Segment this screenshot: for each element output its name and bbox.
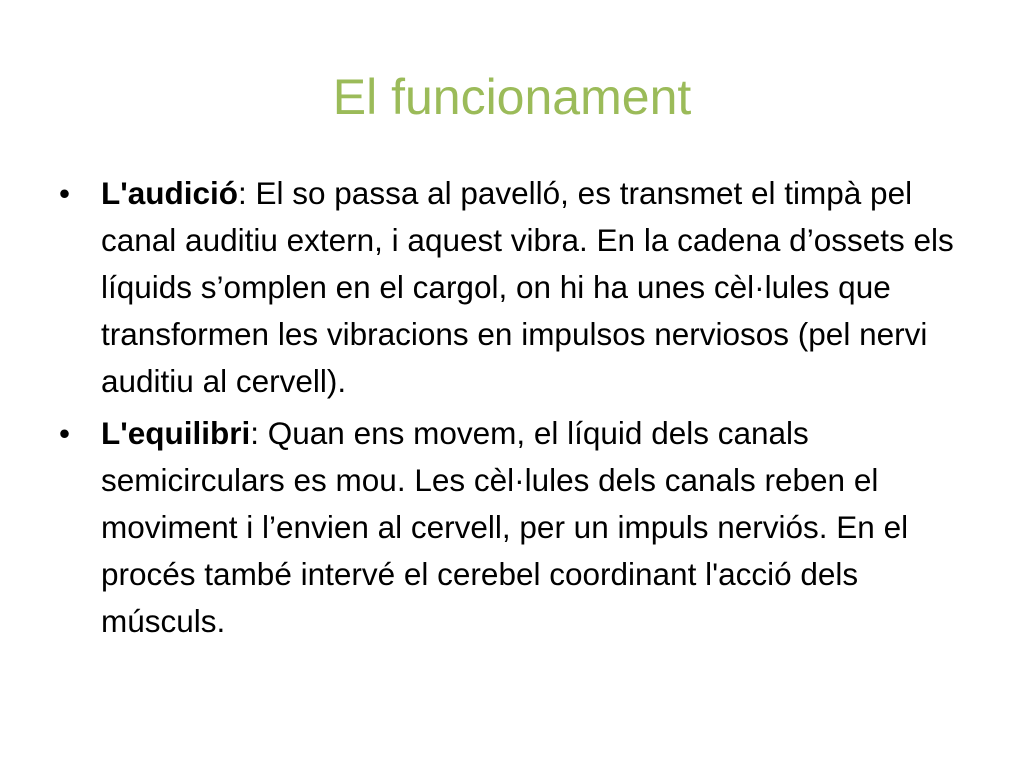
bullet-item-audicio xyxy=(57,170,977,405)
slide-title: El funcionament xyxy=(332,69,692,125)
bullet-list xyxy=(57,170,977,650)
bullet-text: : El so passa al pavelló, es transmet el timpà pel canal auditiu extern, i aquest vibra. En la cadena d’ossets els líquids s’omplen en el cargol, on hi ha unes cèl·lules que transformen les vibracions en impulsos nerviosos (pel nervi auditiu al cervell). xyxy=(101,175,954,399)
bullet-term: L'equilibri xyxy=(101,415,251,451)
bullet-text: : Quan ens movem, el líquid dels canals semicirculars es mou. Les cèl·lules dels canals reben el moviment i l’envien al cervell, per un impuls nerviós. En el procés també intervé el cerebel coordinant l'acció dels músculs. xyxy=(101,415,909,639)
bullet-icon: • xyxy=(59,175,71,211)
bullet-item-equilibri xyxy=(57,410,977,645)
bullet-icon: • xyxy=(59,415,71,451)
bullet-term: L'audició xyxy=(101,175,238,211)
